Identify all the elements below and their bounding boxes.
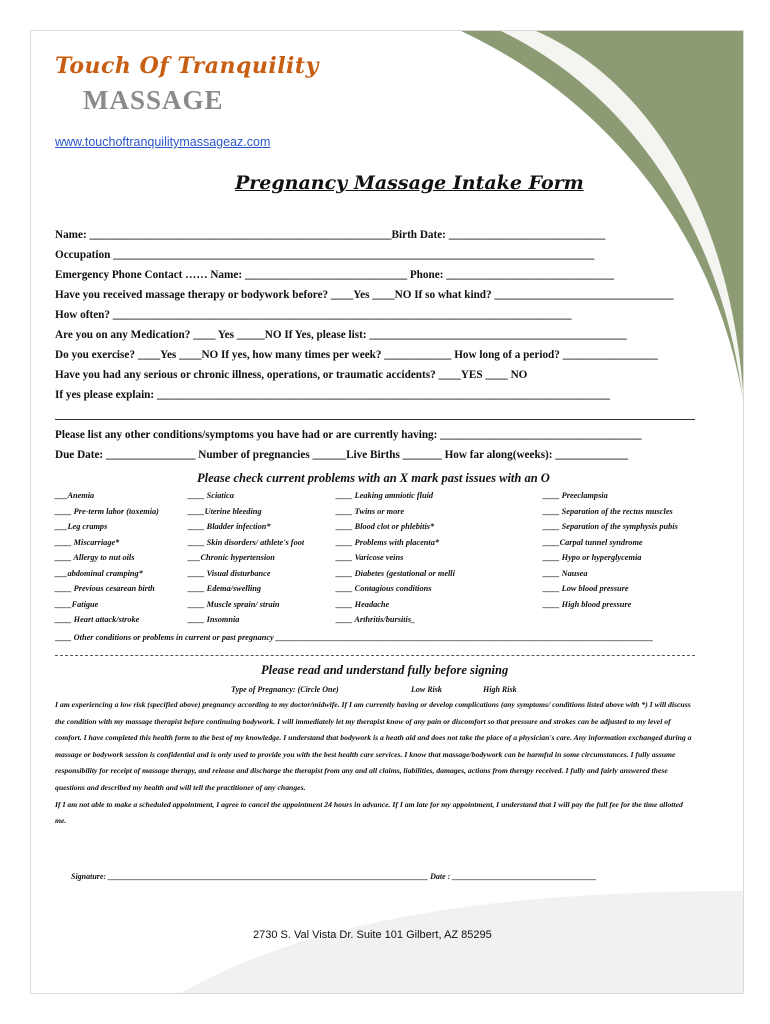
checklist-item[interactable]: ____ Contagious conditions	[336, 584, 432, 593]
checklist-item[interactable]: ____ Separation of the rectus muscles	[543, 506, 673, 516]
low-risk-option[interactable]: Low Risk	[411, 685, 442, 694]
emergency-contact-field[interactable]: Emergency Phone Contact …… Name: _____________________________ Phone: ______________________________	[55, 269, 615, 281]
checklist-item[interactable]: ____ Diabetes (gestational or melli	[336, 568, 455, 578]
checklist-item[interactable]: ____ Hypo or hyperglycemia	[543, 553, 642, 562]
section-divider	[55, 655, 695, 656]
checklist-item[interactable]: ____ Allergy to nut oils	[55, 553, 135, 562]
logo-text: Touch Of Tranquility	[55, 53, 319, 79]
prior-massage-field[interactable]: Have you received massage therapy or bodywork before? ____Yes ____NO If so what kind? ________________________________	[55, 289, 674, 301]
checklist-item[interactable]: ____ Varicose veins	[336, 553, 404, 562]
checklist-item[interactable]: ____ Bladder infection*	[188, 522, 271, 531]
other-pregnancy-conditions-field[interactable]: ____ Other conditions or problems in current or past pregnancy ___________________________________________________________________________________________	[55, 633, 654, 642]
checklist-item[interactable]: ____ Arthritis/bursitis_	[336, 615, 416, 624]
checklist-item[interactable]: ____ Twins or more	[336, 506, 405, 516]
checklist-item[interactable]: ____ Muscle sprain/ strain	[188, 599, 280, 609]
checklist-item[interactable]: ___Chronic hypertension	[188, 553, 275, 562]
checklist-item[interactable]: ____ Leaking amniotic fluid	[336, 491, 434, 500]
form-title: Pregnancy Massage Intake Form	[235, 172, 584, 194]
checklist-item[interactable]: ____Uterine bleeding	[188, 506, 262, 516]
checklist-item[interactable]: ____ Preeclampsia	[543, 491, 608, 500]
checklist-item[interactable]: ____ Problems with placenta*	[336, 537, 440, 547]
due-date-field[interactable]: Due Date: ________________ Number of pregnancies ______Live Births _______ How far along(weeks): _____________	[55, 449, 629, 461]
high-risk-option[interactable]: High Risk	[483, 685, 517, 694]
checklist-item[interactable]: ____ Heart attack/stroke	[55, 615, 140, 624]
checklist-item[interactable]: ____ Pre-term labor (toxemia)	[55, 506, 159, 516]
cancellation-paragraph: If I am not able to make a scheduled appointment, I agree to cancel the appointment 24 hours in advance. If I am late for my appointment, I understand that I will pay the full fee for the time allotted me.	[55, 799, 683, 826]
checklist-item[interactable]: ____ Miscarriage*	[55, 537, 120, 547]
agreement-paragraph: I am experiencing a low risk (specified above) pregnancy according to my doctor/midwife. If I am currently having or develop complications (any symptoms/ conditions listed above with *) I will discuss the condition with my massage therapist before continuing bodywork. I will immediately let my therapist know of any pain or discomfort so that pressure and strokes can be adjusted to my level of comfort. I have completed this health form to the best of my knowledge. I understand that bodywork is a heath aid and does not take the place of a physician's care. Any information exchanged during a massage or bodywork session is confidential and is only used to provide you with the best health care services. I know that massage/bodywork can be harmful in some circumstances. I fully assume responsibility for receipt of massage therapy, and release and discharge the therapist from any and all claims, liabilities, damages, actions from therapy received. I fully and fairly answered these questions and described my health and will tell the practitioner of any changes.	[55, 700, 692, 792]
checklist-item[interactable]: ____ Nausea	[543, 568, 588, 578]
checklist-item[interactable]: ____ Previous cesarean birth	[55, 584, 155, 593]
checklist-item[interactable]: ____ Sciatica	[188, 491, 234, 500]
website-link[interactable]: www.touchoftranquilitymassageaz.com	[55, 135, 271, 149]
checklist-item[interactable]: ___Leg cramps	[55, 522, 108, 531]
other-conditions-field[interactable]: Please list any other conditions/symptoms you have had or are currently having: ____________________________________	[55, 429, 642, 441]
illness-field[interactable]: Have you had any serious or chronic illness, operations, or traumatic accidents? ____YES ____ NO	[55, 369, 528, 381]
explain-line[interactable]	[55, 419, 695, 420]
checklist-column-1	[55, 491, 159, 631]
logo-subtitle: MASSAGE	[83, 85, 224, 115]
checklist-item[interactable]: ____ Skin disorders/ athlete's foot	[188, 537, 305, 547]
checklist-item[interactable]: ____ Low blood pressure	[543, 584, 629, 593]
checklist-item[interactable]: ____Carpal tunnel syndrome	[543, 537, 643, 547]
agreement-title: Please read and understand fully before signing	[261, 663, 509, 677]
occupation-field[interactable]: Occupation ______________________________________________________________________________________	[55, 249, 595, 261]
checklist-item[interactable]: ___Anemia	[55, 491, 95, 500]
checklist-item[interactable]: ____ Separation of the symphysis pubis	[543, 522, 678, 531]
agreement-text	[55, 697, 695, 830]
checklist-column-3	[336, 491, 455, 631]
checklist-column-2	[188, 491, 304, 631]
exercise-field[interactable]: Do you exercise? ____Yes ____NO If yes, how many times per week? ____________ How long of a period? _________________	[55, 349, 658, 361]
intake-form-page	[30, 30, 744, 994]
checklist-item[interactable]: ____ Visual disturbance	[188, 568, 271, 578]
checklist-item[interactable]: ____ Insomnia	[188, 615, 240, 624]
medication-field[interactable]: Are you on any Medication? ____ Yes _____NO If Yes, please list: ______________________________________________	[55, 329, 627, 341]
pregnancy-type-label: Type of Pregnancy: (Circle One)	[231, 685, 339, 694]
how-often-field[interactable]: How often? __________________________________________________________________________________	[55, 309, 572, 321]
checklist-title: Please check current problems with an X mark past issues with an O	[197, 471, 550, 485]
signature-line[interactable]: Signature: ________________________________________________________________________________ Date : ____________________________________	[71, 872, 597, 881]
checklist-item[interactable]: ____ Edema/swelling	[188, 584, 262, 593]
checklist-item[interactable]: ___abdominal cramping*	[55, 568, 143, 578]
checklist-column-4	[543, 491, 678, 615]
footer-address: 2730 S. Val Vista Dr. Suite 101 Gilbert, AZ 85295	[253, 929, 492, 941]
checklist-item[interactable]: ____ Blood clot or phlebitis*	[336, 522, 435, 531]
checklist-item[interactable]: ____Fatigue	[55, 599, 99, 609]
checklist-item[interactable]: ____ Headache	[336, 599, 390, 609]
explain-field[interactable]: If yes please explain: _________________________________________________________________________________	[55, 389, 611, 401]
name-field[interactable]: Name: ______________________________________________________Birth Date: ____________________________	[55, 229, 606, 241]
checklist-item[interactable]: ____ High blood pressure	[543, 599, 632, 609]
